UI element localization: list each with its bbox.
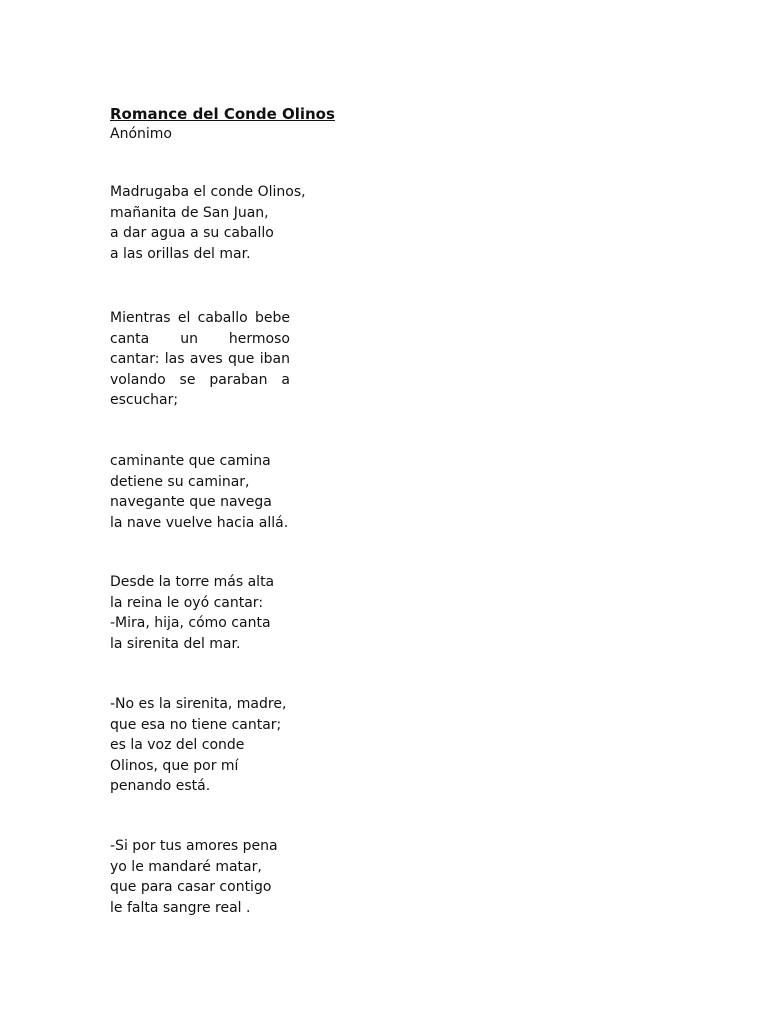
stanza-line: que para casar contigo [110,879,272,895]
stanza-line: -Mira, hija, cómo canta [110,615,271,631]
stanza-line: escuchar; [110,392,179,408]
stanza-line: a las orillas del mar. [110,245,251,262]
stanza-line: Olinos, que por mí [110,757,239,774]
stanza-line: que esa no tiene cantar; [110,716,282,733]
poem-page [110,104,335,916]
stanza-1 [110,182,306,264]
stanza-line: cantar: las aves que iban [110,351,290,367]
stanza-5 [110,694,300,797]
stanza-3 [110,451,300,533]
stanza-6 [110,836,300,918]
stanza-4 [110,572,300,654]
poem-title: Romance del Conde Olinos [110,105,335,123]
stanza-line: la sirenita del mar. [110,635,241,652]
stanza-line: navegante que navega [110,494,272,510]
stanza-2 [110,308,290,411]
stanza-line: la nave vuelve hacia allá. [110,514,289,531]
stanza-line: -Si por tus amores pena [110,838,278,854]
stanza-line: -No es la sirenita, madre, [110,696,287,712]
stanza-line: le falta sangre real . [110,899,251,916]
stanza-line: caminante que camina [110,453,271,469]
stanza-line: la reina le oyó cantar: [110,594,264,611]
stanza-line: Mientras el caballo bebe [110,310,290,326]
stanza-line: mañanita de San Juan, [110,204,269,221]
poem-author: Anónimo [110,126,172,142]
stanza-line: volando se paraban a [110,371,290,388]
stanza-line: es la voz del conde [110,737,245,753]
stanza-line: Desde la torre más alta [110,574,275,590]
stanza-line: penando está. [110,778,211,794]
stanza-line: yo le mandaré matar, [110,858,262,875]
stanza-line: detiene su caminar, [110,473,250,490]
stanza-line: Madrugaba el conde Olinos, [110,184,306,200]
stanza-line: canta un hermoso [110,330,290,347]
stanza-line: a dar agua a su caballo [110,225,274,241]
